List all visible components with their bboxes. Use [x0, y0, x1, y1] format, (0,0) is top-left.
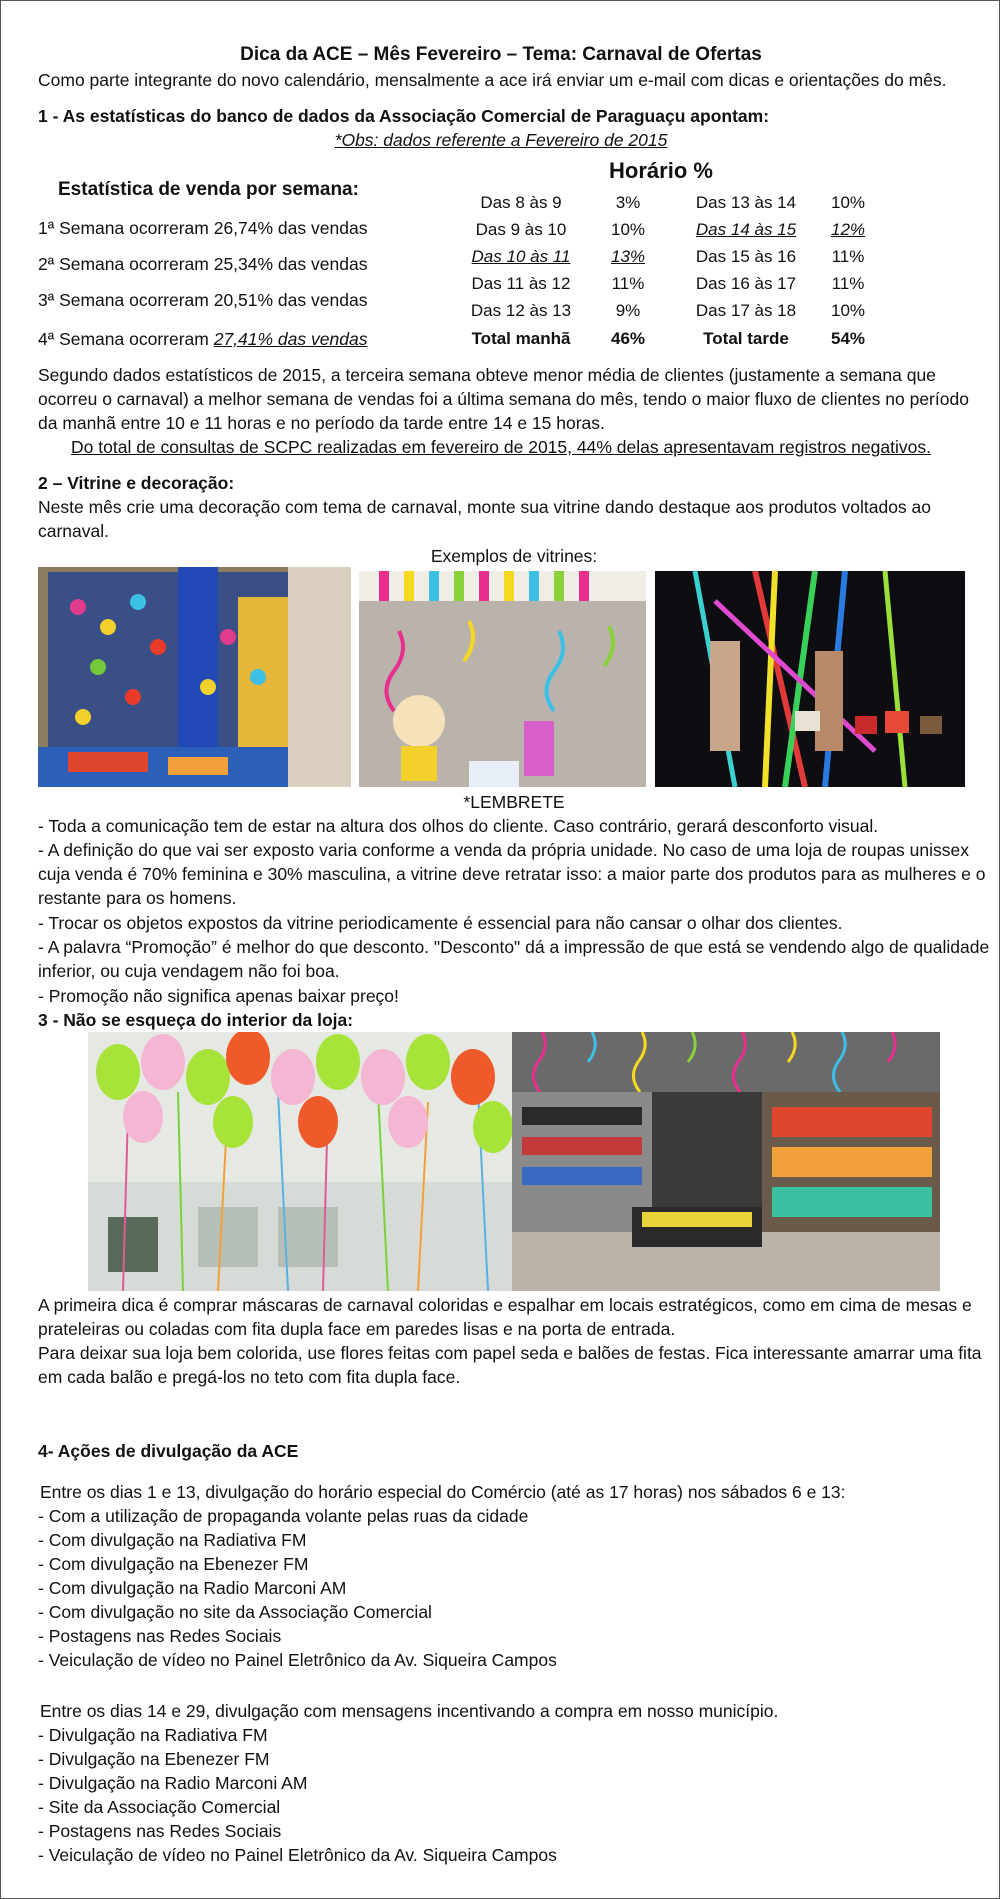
week-2-stat: 2ª Semana ocorreram 25,34% das vendas — [38, 254, 368, 274]
reminder-2: - A definição do que vai ser exposto varia conforme a venda da própria unidade. No caso de uma loja de roupas unissex cuja venda é 70% feminina e 30% masculina, a vitrine deve retratar isso: a maior parte dos produtos para as mulheres e o restante para os homens. — [38, 840, 986, 908]
reminder-5: - Promoção não significa apenas baixar preço! — [38, 986, 399, 1006]
hour-label-16-17: Das 16 às 17 — [695, 274, 797, 293]
section4-heading: 4- Ações de divulgação da ACE — [38, 1441, 299, 1461]
section3-heading: 3 - Não se esqueça do interior da loja: — [38, 1010, 354, 1030]
list1-item: - Com a utilização de propaganda volante pelas ruas da cidade — [38, 1506, 529, 1526]
vitrine-photo-3 — [655, 571, 965, 787]
list2-item: - Postagens nas Redes Sociais — [38, 1821, 282, 1841]
hour-label-10-11: Das 10 às 11 — [471, 247, 571, 266]
section2-heading: 2 – Vitrine e decoração: — [38, 473, 235, 493]
hour-label-8-9: Das 8 às 9 — [480, 193, 562, 212]
week-4-stat — [38, 327, 367, 351]
hour-value-12-13: 9% — [615, 301, 641, 320]
hour-label-9-10: Das 9 às 10 — [475, 220, 567, 239]
interior-photo-balloons — [88, 1032, 512, 1291]
reminder-3: - Trocar os objetos expostos da vitrine periodicamente é essencial para não cansar o olhar dos clientes. — [38, 913, 843, 933]
section3-text1: A primeira dica é comprar máscaras de carnaval coloridas e espalhar em locais estratégicos, como em cima de mesas e prateleiras ou coladas com fita dupla face em paredes lisas e na porta de entrada. — [38, 1295, 972, 1339]
week-4-highlight: 27,41% das vendas — [213, 329, 368, 349]
obs-note: *Obs: dados referente a Fevereiro de 2015 — [334, 130, 668, 150]
list2-item: - Divulgação na Radio Marconi AM — [38, 1773, 308, 1793]
list2-item: - Divulgação na Ebenezer FM — [38, 1749, 270, 1769]
weekly-stats-title: Estatística de venda por semana: — [58, 179, 359, 200]
list1-item: - Veiculação de vídeo no Painel Eletrônico da Av. Siqueira Campos — [38, 1650, 557, 1670]
list1-item: - Postagens nas Redes Sociais — [38, 1626, 282, 1646]
hour-label-12-13: Das 12 às 13 — [470, 301, 572, 320]
section4-list1 — [38, 1504, 993, 1672]
intro-text: Como parte integrante do novo calendário, mensalmente a ace irá enviar um e-mail com dicas e orientações do mês. — [38, 70, 947, 90]
examples-label: Exemplos de vitrines: — [430, 546, 598, 566]
reminder-title: *LEMBRETE — [463, 792, 565, 812]
section4-intro2: Entre os dias 14 e 29, divulgação com mensagens incentivando a compra em nosso município. — [40, 1701, 779, 1721]
hour-value-11-12: 11% — [611, 274, 645, 293]
hour-value-9-10: 10% — [610, 220, 646, 239]
hour-value-8-9: 3% — [615, 193, 641, 212]
hour-value-17-18: 10% — [830, 301, 866, 320]
reminder-4: - A palavra “Promoção” é melhor do que desconto. "Desconto" dá a impressão de que está se vendendo algo de qualidade inferior, ou cuja vendagem não foi boa. — [38, 937, 990, 981]
list1-item: - Com divulgação na Radiativa FM — [38, 1530, 307, 1550]
interior-photo-store — [512, 1032, 940, 1291]
total-afternoon-label: Total tarde — [703, 329, 789, 348]
section3-text2: Para deixar sua loja bem colorida, use flores feitas com papel seda e balões de festas. Fica interessante amarrar uma fita em cada balão e pregá-los no teto com fita dupla face. — [38, 1343, 982, 1387]
total-afternoon-value: 54% — [830, 329, 866, 348]
hour-value-14-15: 12% — [830, 220, 866, 239]
reminder-1: - Toda a comunicação tem de estar na altura dos olhos do cliente. Caso contrário, gerará desconforto visual. — [38, 816, 879, 836]
week-1-stat: 1ª Semana ocorreram 26,74% das vendas — [38, 218, 368, 238]
week-3-stat: 3ª Semana ocorreram 20,51% das vendas — [38, 290, 368, 310]
week-4-prefix: 4ª Semana ocorreram — [38, 329, 214, 349]
total-morning-value: 46% — [610, 329, 646, 348]
vitrine-photo-2 — [359, 571, 646, 787]
hour-value-15-16: 11% — [831, 247, 865, 266]
analysis-text: Segundo dados estatísticos de 2015, a terceira semana obteve menor média de clientes (justamente a semana que ocorreu o carnaval) a melhor semana de vendas foi a última semana do mês, tendo o maior fluxo de clientes no período da manhã entre 10 e 11 horas e no período da tarde entre 14 e 15 horas. — [38, 365, 969, 433]
scpc-text: Do total de consultas de SCPC realizadas em fevereiro de 2015, 44% delas apresentavam registros negativos. — [71, 437, 931, 457]
total-morning-label: Total manhã — [471, 329, 571, 348]
list1-item: - Com divulgação no site da Associação Comercial — [38, 1602, 432, 1622]
list1-item: - Com divulgação na Ebenezer FM — [38, 1554, 309, 1574]
hour-value-10-11: 13% — [610, 247, 646, 266]
hour-label-13-14: Das 13 às 14 — [695, 193, 797, 212]
section1-heading: 1 - As estatísticas do banco de dados da Associação Comercial de Paraguaçu apontam: — [38, 106, 770, 126]
hour-label-11-12: Das 11 às 12 — [471, 274, 571, 293]
hour-value-13-14: 10% — [830, 193, 866, 212]
document-title: Dica da ACE – Mês Fevereiro – Tema: Carnaval de Ofertas — [240, 44, 762, 65]
hour-label-15-16: Das 15 às 16 — [695, 247, 797, 266]
list2-item: - Site da Associação Comercial — [38, 1797, 281, 1817]
hours-title: Horário % — [609, 158, 713, 183]
hour-value-16-17: 11% — [831, 274, 865, 293]
section4-intro1: Entre os dias 1 e 13, divulgação do horário especial do Comércio (até as 17 horas) nos sábados 6 e 13: — [40, 1482, 846, 1502]
section2-text: Neste mês crie uma decoração com tema de carnaval, monte sua vitrine dando destaque aos produtos voltados ao carnaval. — [38, 497, 932, 541]
hour-label-17-18: Das 17 às 18 — [695, 301, 797, 320]
list1-item: - Com divulgação na Radio Marconi AM — [38, 1578, 347, 1598]
section4-list2 — [38, 1723, 993, 1867]
list2-item: - Divulgação na Radiativa FM — [38, 1725, 268, 1745]
hour-label-14-15: Das 14 às 15 — [695, 220, 797, 239]
list2-item: - Veiculação de vídeo no Painel Eletrônico da Av. Siqueira Campos — [38, 1845, 557, 1865]
vitrine-photo-1 — [38, 567, 351, 787]
